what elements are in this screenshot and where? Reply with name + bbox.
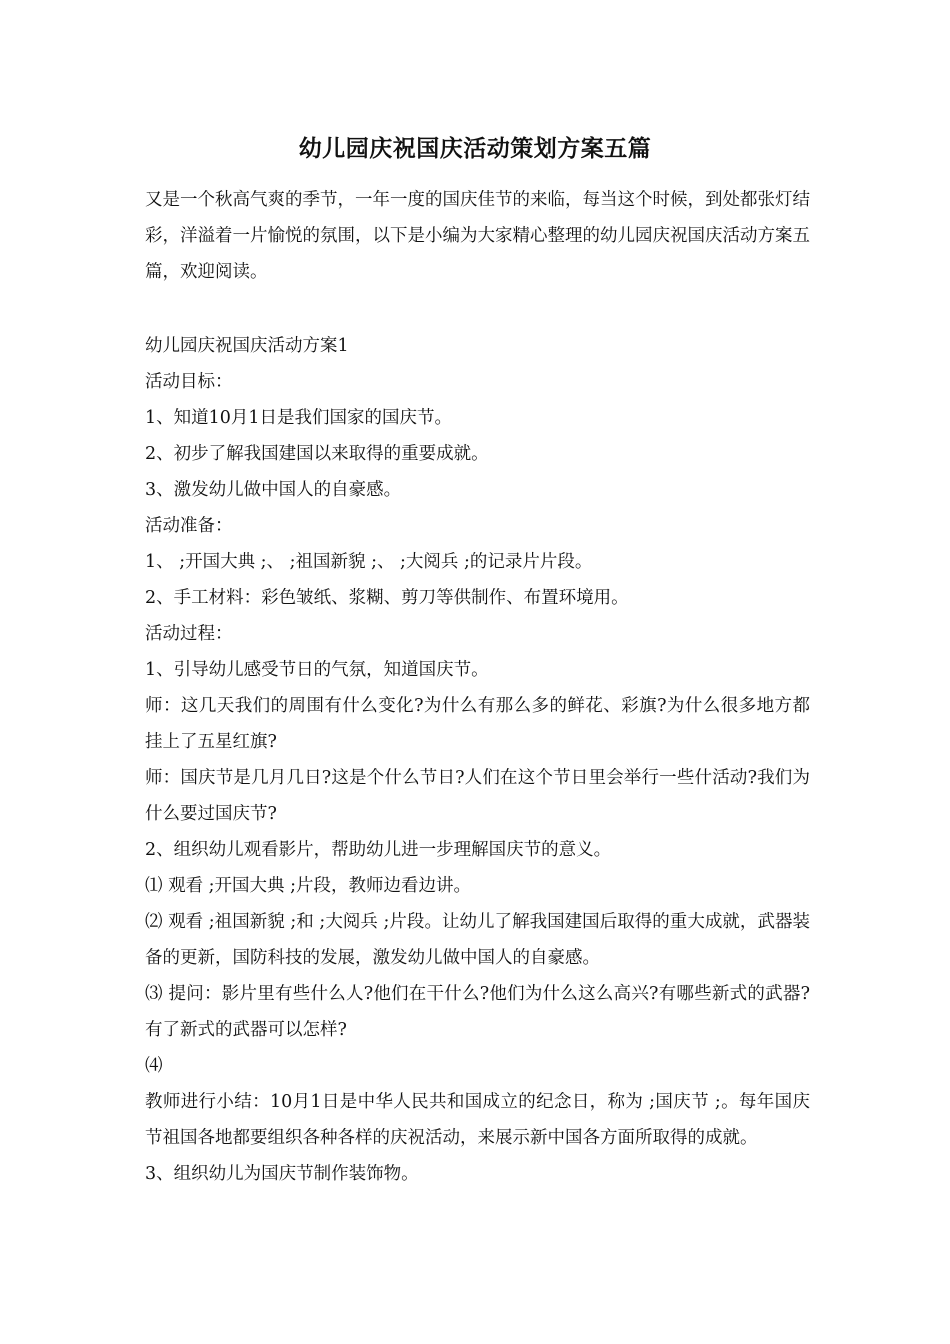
process-substep: ⑷ <box>145 1056 163 1076</box>
teacher-question: 师：这几天我们的周围有什么变化?为什么有那么多的鲜花、彩旗?为什么很多地方都挂上了五星红旗? <box>145 696 810 752</box>
process-step: 3、组织幼儿为国庆节制作装饰物。 <box>145 1164 419 1184</box>
subheading-preparation: 活动准备： <box>145 516 233 536</box>
process-substep: ⑶ 提问：影片里有些什么人?他们在干什么?他们为什么这么高兴?有哪些新式的武器?有了新式的武器可以怎样? <box>145 984 810 1040</box>
document-title: 幼儿园庆祝国庆活动策划方案五篇 <box>298 135 652 162</box>
section-heading: 幼儿园庆祝国庆活动方案1 <box>145 336 349 356</box>
preparation-item: 2、手工材料：彩色皱纸、浆糊、剪刀等供制作、布置环境用。 <box>145 588 629 608</box>
goal-item: 1、知道10月1日是我们国家的国庆节。 <box>145 408 453 428</box>
process-substep: ⑴ 观看 ;开国大典 ;片段，教师边看边讲。 <box>145 876 471 896</box>
process-step: 2、组织幼儿观看影片，帮助幼儿进一步理解国庆节的意义。 <box>145 840 612 860</box>
goal-item: 2、初步了解我国建国以来取得的重要成就。 <box>145 444 489 464</box>
preparation-item: 1、 ;开国大典 ;、 ;祖国新貌 ;、 ;大阅兵 ;的记录片片段。 <box>145 552 593 572</box>
subheading-process: 活动过程： <box>145 624 233 644</box>
process-substep: ⑵ 观看 ;祖国新貌 ;和 ;大阅兵 ;片段。让幼儿了解我国建国后取得的重大成就，武器装备的更新，国防科技的发展，激发幼儿做中国人的自豪感。 <box>145 912 810 968</box>
document-body <box>145 328 810 1192</box>
process-step: 1、引导幼儿感受节日的气氛，知道国庆节。 <box>145 660 489 680</box>
goal-item: 3、激发幼儿做中国人的自豪感。 <box>145 480 402 500</box>
teacher-summary: 教师进行小结：10月1日是中华人民共和国成立的纪念日，称为 ;国庆节 ;。每年国庆节祖国各地都要组织各种各样的庆祝活动，来展示新中国各方面所取得的成就。 <box>145 1092 810 1148</box>
intro-paragraph: 又是一个秋高气爽的季节，一年一度的国庆佳节的来临，每当这个时候，到处都张灯结彩，洋溢着一片愉悦的氛围，以下是小编为大家精心整理的幼儿园庆祝国庆活动方案五篇，欢迎阅读。 <box>145 190 810 282</box>
subheading-goals: 活动目标： <box>145 372 233 392</box>
teacher-question: 师：国庆节是几月几日?这是个什么节日?人们在这个节日里会举行一些什活动?我们为什么要过国庆节? <box>145 768 810 824</box>
